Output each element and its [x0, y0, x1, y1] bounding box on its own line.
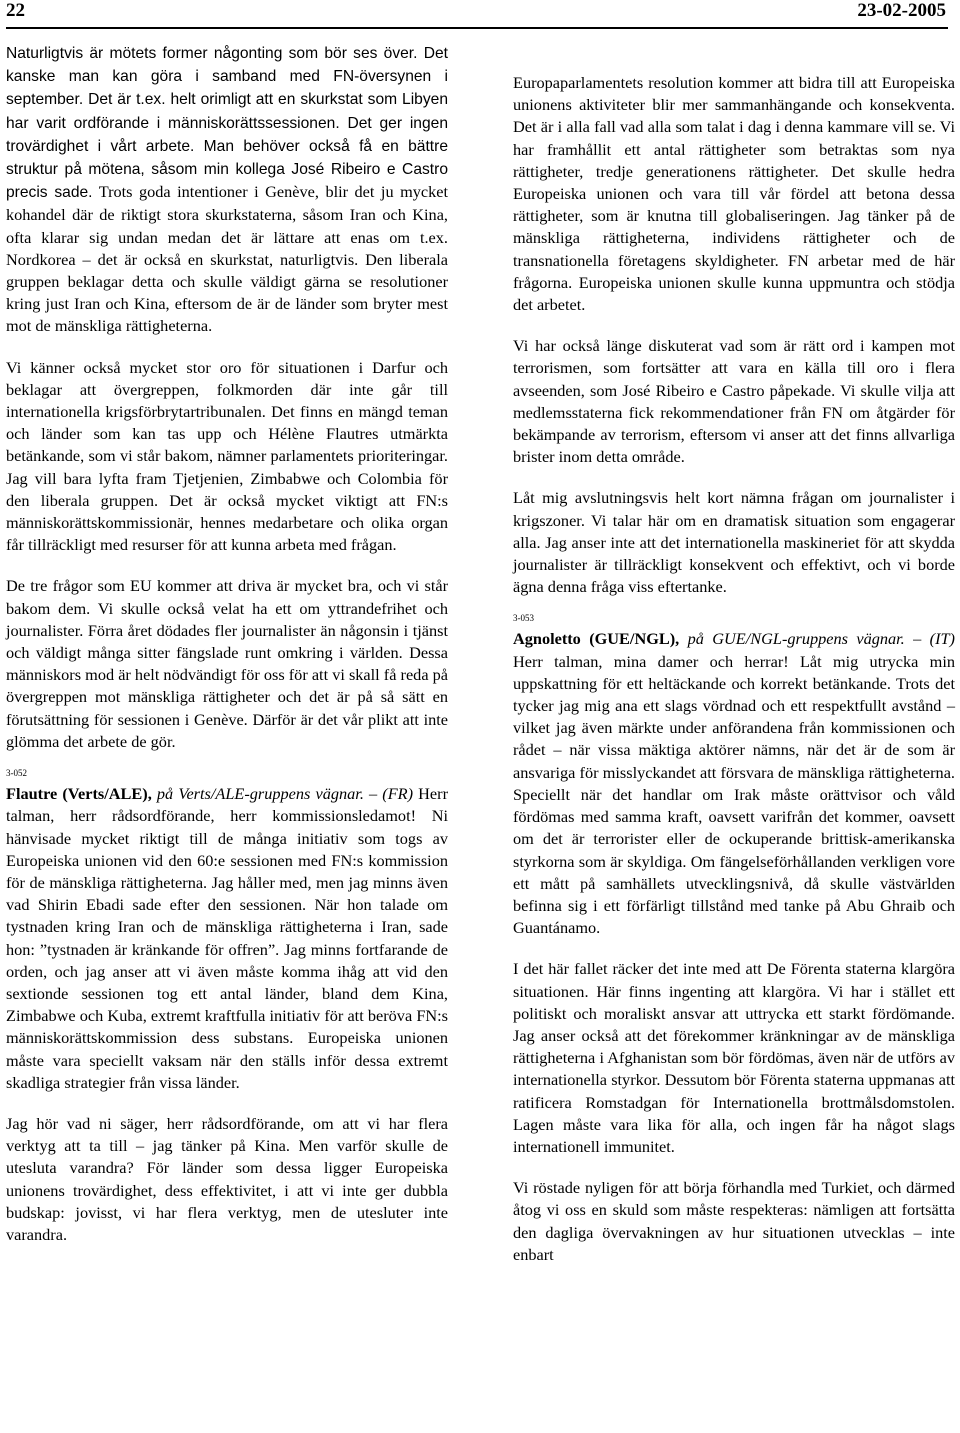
paragraph: De tre frågor som EU kommer att driva är mycket bra, och vi står bakom dem. Vi skulle också velat ha ett om yttrandefrihet och journalister. Förra året dödades fler journalister än någonsin i tjänst och väldigt många sitter fängslade runt omkring i världen. Dessa människors mod är helt nödvändigt för oss för att vi skall få reda på övergreppen mot mänskliga rättigheter och det är på så sätt en förutsättning för sessionen i Genève. Därför är det vår plikt att inte glömma det arbete de gör.	[6, 576, 448, 751]
paragraph: Europaparlamentets resolution kommer att bidra till att Europeiska unionens aktiviteter blir mer sammanhängande och konsekventa. Det är i alla fall vad alla som talat i dag i denna kammare vill se. Vi har framhållit ett antal rättigheter som betraktas som nya rättigheter, tredje generationens rättigheter. Det skulle hedra Europeiska unionen och vara till vår fördel att betona dessa rättigheter, som är knutna till globaliseringen. Jag tänker på de mänskliga rättigheterna, individens rättigheter och de transnationella företagens skyldigheter. FN arbetar med de här frågorna. Europeiska unionen skulle kunna uppmuntra och stödja det arbetet.	[513, 73, 955, 315]
paragraph: I det här fallet räcker det inte med att De Förenta staterna klargöra situationen. Här finns ingenting att klargöra. Vi har i stället ett politiskt och moraliskt ansvar att uttrycka ett starkt fördömande. Jag anser också att det förekommer kränkningar av de mänskliga rättigheterna i Afghanistan som bör fördömas, även när de utförs av internationella styrkor. Dessutom bör Förenta staterna uppmanas att ratificera Romstadgan för Internationella brottmålsdomstolen. Lagen måste vara lika för alla, och ingen får ha något slags internationell immunitet.	[513, 959, 955, 1156]
speaker-name: Agnoletto (GUE/NGL),	[513, 629, 680, 649]
reference-number: 3-053	[513, 613, 534, 624]
paragraph: Vi känner också mycket stor oro för situationen i Darfur och beklagar att övergreppen, folkmorden där inte går till internationella krigsförbrytartribunalen. Det finns en mängd teman och länder som kan tas upp och Hélène Flautres utmärkta betänkande, som vi står bakom, nämner parlamentets prioriteringar. Jag vill bara lyfta fram Tjetjenien, Zimbabwe och Colombia för den liberala gruppen. Det är också mycket viktigt att FN:s människorättskommissionär, hennes medarbetare och olika organ får tillräckligt med resurser för att kunna arbeta med frågan.	[6, 357, 448, 555]
right-column	[513, 72, 955, 1285]
speaker-role: på GUE/NGL-gruppens vägnar. – (IT)	[687, 629, 955, 649]
speech-text: Herr talman, herr rådsordförande, herr kommissionsledamot! Ni hänvisade mycket riktigt till de många initiativ som togs av Europeiska unionen vid den 60:e sessionen med FN:s kommission för de mänskliga rättigheterna. Jag håller med, men jag minns även vad Shirin Ebadi sade efter den sessionen. När hon talade om tystnaden kring Iran och de mänskliga rättigheterna i Iran, sade hon: ”tystnaden är kränkande för offren”. Jag minns fortfarande de orden, och jag anser att vi även måste komma ihåg att vid den sextionde sessionen tog ett antal länder, bland dem Kina, Zimbabwe och Kuba, extremt kraftfulla initiativ för att beröva FN:s människorättskommission dess substans. Europeiska unionen måste vara speciellt vaksam när den ställs inför dessa extremt skadliga strategier från vissa länder.	[6, 784, 448, 1092]
page-header	[6, 0, 946, 26]
paragraph-text: Trots goda intentioner i Genève, blir det ju mycket kohandel där de riktigt stora skurkstaterna, såsom Iran och Kina, ofta klarar sig undan medan det är lättare att enas om t.ex. Nordkorea – det är också en skurkstat, naturligtvis. Den liberala gruppen beklagar detta och skulle väldigt gärna se resolutioner kring just Iran och Kina, eftersom de är de länder som bryter mest mot de mänskliga rättigheterna.	[6, 182, 448, 336]
paragraph-sans-text: Naturligtvis är mötets former någonting som bör ses över. Det kanske man kan göra i samband med FN-översynen i september. Det är t.ex. helt orimligt att en skurkstat som Libyen har varit ordförande i människorättssessionen. Det ger ingen trovärdighet i vårt arbete. Man behöver också få en bättre struktur på mötena, såsom min kollega José Ribeiro e Castro precis sade.	[6, 45, 448, 202]
left-column	[6, 42, 448, 1265]
speaker-name: Flautre (Verts/ALE),	[6, 784, 152, 804]
speech-text: Herr talman, mina damer och herrar! Låt mig utrycka min uppskattning för ett heltäckande och korrekt betänkande. Trots det tycker jag mig ana ett slags vördnad och ett respektfullt avstånd – vilket jag även märkte under anförandena från kommissionen och rådet – när vissa mäktiga aktörer nämns, när det är de som är ansvariga för misslyckandet att försvara de mänskliga rättigheterna. Speciellt när det handlar om Irak måste orättvisor och våld fördömas med samma kraft, oavsett varifrån det kommer, oavsett om det är terrorister eller de ockuperande brittisk-amerikanska styrkorna som är skyldiga. Om fängelseförhållanden verkligen vore ett mått på samhällets utvecklingsnivå, då skulle västvärlden befinna sig i ett förfärligt tillstånd med tanke på Abu Ghraib och Guantánamo.	[513, 651, 955, 938]
speech-paragraph	[6, 783, 448, 1094]
speaker-role: på Verts/ALE-gruppens vägnar. – (FR)	[156, 784, 414, 804]
page-number: 22	[6, 0, 25, 21]
paragraph: Vi röstade nyligen för att börja förhandla med Turkiet, och därmed åtog vi oss en skuld som måste respekteras: nämligen att fortsätta den dagliga övervakningen av hur situationen utvecklas – inte enbart	[513, 1178, 955, 1264]
paragraph: Vi har också länge diskuterat vad som är rätt ord i kampen mot terrorismen, som fortsätter att vara en källa till oro i flera avseenden, som José Ribeiro e Castro påpekade. Vi skulle vilja att medlemsstaterna fick rekommendationer från FN om åtgärder för bekämpande av terrorism, eftersom vi anser att det finns allvarliga brister inom detta område.	[513, 336, 955, 467]
header-rule	[6, 27, 948, 29]
speech-paragraph	[513, 628, 955, 939]
paragraph: Låt mig avslutningsvis helt kort nämna frågan om journalister i krigszoner. Vi talar här om en dramatisk situation som engagerar alla. Jag anser inte att det internationella maskineriet för att skydda journalister är tillräckligt konsekvent och effektivt, och vi borde ägna denna fråga viss eftertanke.	[513, 488, 955, 597]
page-date: 23-02-2005	[857, 0, 946, 21]
paragraph	[6, 42, 448, 338]
reference-number: 3-052	[6, 768, 27, 779]
paragraph: Jag hör vad ni säger, herr rådsordförande, om att vi har flera verktyg att ta till – jag tänker på Kina. Men varför skulle de utesluta varandra? För länder som dessa ligger Europeiska unionens trovärdighet, dess effektivitet, i att vi inte ger dubbla budskap: jovisst, vi har flera verktyg, men de utesluter inte varandra.	[6, 1113, 448, 1244]
